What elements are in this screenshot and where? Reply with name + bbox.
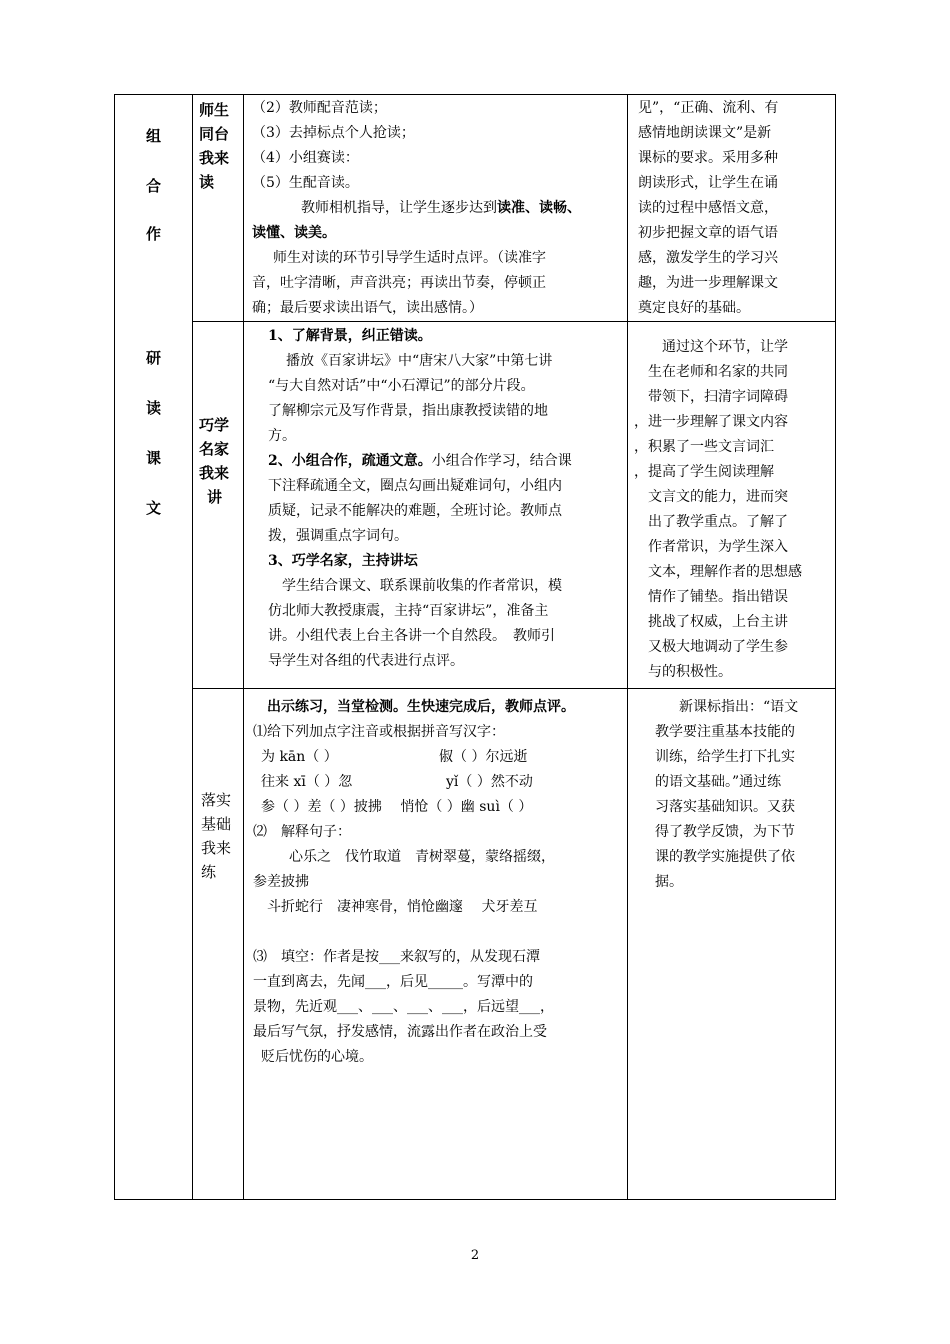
note-line: 习落实基础知识。又获	[655, 799, 795, 815]
note-line: 与的积极性。	[648, 664, 732, 680]
content-line: 播放《百家讲坛》中“唐宋八大家”中第七讲	[286, 353, 553, 369]
side-label-char: 文	[145, 499, 161, 517]
content-line: 贬后忧伤的心境。	[261, 1049, 373, 1065]
content-line: 拨，强调重点字词句。	[268, 528, 408, 544]
note-line: ，积累了一些文言词汇	[634, 439, 774, 455]
note-line: 见”，“正确、流利、有	[638, 100, 779, 116]
content-line: （5）生配音读。	[252, 175, 359, 191]
side-label-char: 组	[145, 127, 161, 145]
label-line: 基础	[201, 815, 232, 833]
content-line: 学生结合课文、联系课前收集的作者常识，模	[282, 578, 562, 594]
note-line: 文言文的能力，进而突	[648, 489, 788, 505]
content-line: （2）教师配音范读；	[252, 100, 387, 116]
content-line: ⑴给下列加点字注音或根据拼音写汉字：	[253, 724, 505, 740]
note-line: 通过这个环节，让学	[662, 339, 788, 355]
side-label-char: 研	[145, 349, 161, 367]
note-line: 挑战了权威，上台主讲	[648, 614, 788, 630]
row-note	[638, 96, 834, 321]
spacer	[253, 920, 625, 945]
content-text: yǐ（ ）然不动	[446, 774, 533, 790]
content-line: ⑶ 填空：作者是按___来叙写的，从发现石潭	[253, 949, 540, 965]
column-divider	[243, 95, 244, 1199]
label-line: 读	[199, 173, 215, 191]
note-line: 生在老师和名家的共同	[648, 364, 788, 380]
content-line: 确；最后要求读出语气，读出感情。）	[252, 300, 483, 316]
label-line: 练	[201, 863, 217, 881]
note-line: 读的过程中感悟文意，	[638, 200, 778, 216]
label-line: 讲	[207, 488, 223, 506]
note-line: ，进一步理解了课文内容	[634, 414, 788, 430]
label-line: 我来	[199, 149, 230, 167]
label-line: 同台	[199, 125, 230, 143]
note-line: 趣，为进一步理解课文	[638, 275, 778, 291]
column-divider	[627, 95, 628, 1199]
content-line: “与大自然对话”中“小石潭记”的部分片段。	[268, 378, 535, 394]
content-text: 小组合作学习，结合课	[431, 453, 572, 469]
content-line: 导学生对各组的代表进行点评。	[268, 653, 464, 669]
note-line: 感，激发学生的学习兴	[638, 250, 778, 266]
label-line: 巧学	[199, 416, 230, 434]
note-line: 初步把握文章的语气语	[638, 225, 778, 241]
note-line: 情作了铺垫。指出错误	[648, 589, 788, 605]
note-line: 朗读形式，让学生在诵	[638, 175, 778, 191]
row-label	[199, 98, 243, 194]
note-line: 的语文基础。”通过练	[655, 774, 782, 790]
row-content	[253, 695, 625, 1070]
note-line: 奠定良好的基础。	[638, 300, 750, 316]
content-line: 方。	[268, 428, 296, 444]
content-line: 景物，先近观___、___、___、___，后远望___，	[253, 999, 554, 1015]
content-line: （4）小组赛读：	[252, 150, 359, 166]
content-text: 往来 xī（ ）忽	[261, 774, 353, 790]
content-line: 心乐之 伐竹取道 青树翠蔓，蒙络摇缀，	[289, 849, 555, 865]
label-line: 我来	[199, 464, 230, 482]
note-line: 教学要注重基本技能的	[655, 724, 795, 740]
content-line: 师生对读的环节引导学生适时点评。（读准字	[273, 250, 546, 266]
row-divider	[192, 688, 835, 689]
content-heading: 1、了解背景，纠正错读。	[268, 328, 432, 344]
note-line: 感情地朗读课文”是新	[638, 125, 772, 141]
content-line: 一直到离去，先闻___，后见_____。写潭中的	[253, 974, 533, 990]
content-line: ⑵ 解释句子：	[253, 824, 351, 840]
content-line	[253, 745, 625, 770]
content-text: 为 kān（ ）	[261, 749, 338, 765]
lesson-table	[114, 94, 836, 1200]
content-line: （3）去掉标点个人抢读；	[252, 125, 415, 141]
content-text: 教师相机指导，让学生逐步达到	[301, 200, 497, 216]
content-heading: 3、巧学名家，主持讲坛	[268, 553, 418, 569]
content-emphasis: 读懂、读美。	[252, 225, 336, 241]
row-divider	[192, 321, 835, 322]
row-content	[252, 96, 624, 321]
side-label-char: 课	[145, 449, 161, 467]
content-line	[253, 770, 625, 795]
note-line: 得了教学反馈，为下节	[655, 824, 795, 840]
label-line: 师生	[199, 101, 230, 119]
content-line: 最后写气氛，抒发感情，流露出作者在政治上受	[253, 1024, 547, 1040]
label-line: 我来	[201, 839, 232, 857]
note-line: 带领下，扫清字词障碍	[648, 389, 788, 405]
row-note	[634, 335, 834, 685]
note-line: 作者常识，为学生深入	[648, 539, 788, 555]
row-label	[201, 788, 245, 884]
content-line: 参（ ）差（ ）披拂 悄怆（ ）幽 suì（ ）	[261, 799, 533, 815]
label-line: 落实	[201, 791, 232, 809]
note-line: 新课标指出：“语文	[679, 699, 799, 715]
row-content	[268, 324, 624, 674]
note-line: 据。	[655, 874, 683, 890]
content-line: 音，吐字清晰，声音洪亮；再读出节奏，停顿正	[252, 275, 546, 291]
content-line: 斗折蛇行 凄神寒骨，悄怆幽邃 犬牙差互	[267, 899, 538, 915]
content-emphasis: 读准、读畅、	[497, 200, 581, 216]
page-number: 2	[470, 1248, 480, 1263]
row-note	[655, 695, 835, 895]
content-line: 下注释疏通全文，圈点勾画出疑难词句，小组内	[268, 478, 562, 494]
content-line: 讲。小组代表上台主各讲一个自然段。 教师引	[268, 628, 555, 644]
side-label-char: 合	[145, 177, 161, 195]
content-line	[268, 449, 624, 474]
note-line: 训练，给学生打下扎实	[655, 749, 795, 765]
row-label	[199, 413, 243, 509]
note-line: 出了教学重点。了解了	[648, 514, 788, 530]
content-text: 俶（ ）尔远逝	[439, 749, 528, 765]
column-divider	[192, 95, 193, 1199]
content-line: 仿北师大教授康震，主持“百家讲坛”，准备主	[268, 603, 549, 619]
content-heading: 2、小组合作，疏通文意。	[268, 453, 432, 469]
content-line: 参差披拂	[253, 874, 309, 890]
content-line: 了解柳宗元及写作背景，指出康教授读错的地	[268, 403, 548, 419]
content-line	[252, 196, 624, 221]
note-line: 文本，理解作者的思想感	[648, 564, 802, 580]
side-label-char: 作	[145, 225, 161, 243]
label-line: 名家	[199, 440, 230, 458]
note-line: 课标的要求。采用多种	[638, 150, 778, 166]
side-label-char: 读	[145, 399, 161, 417]
note-line: 课的教学实施提供了依	[655, 849, 795, 865]
note-line: 又极大地调动了学生参	[648, 639, 788, 655]
content-heading: 出示练习，当堂检测。生快速完成后，教师点评。	[267, 699, 575, 715]
content-line: 质疑，记录不能解决的难题，全班讨论。教师点	[268, 503, 562, 519]
note-line: ，提高了学生阅读理解	[634, 464, 774, 480]
